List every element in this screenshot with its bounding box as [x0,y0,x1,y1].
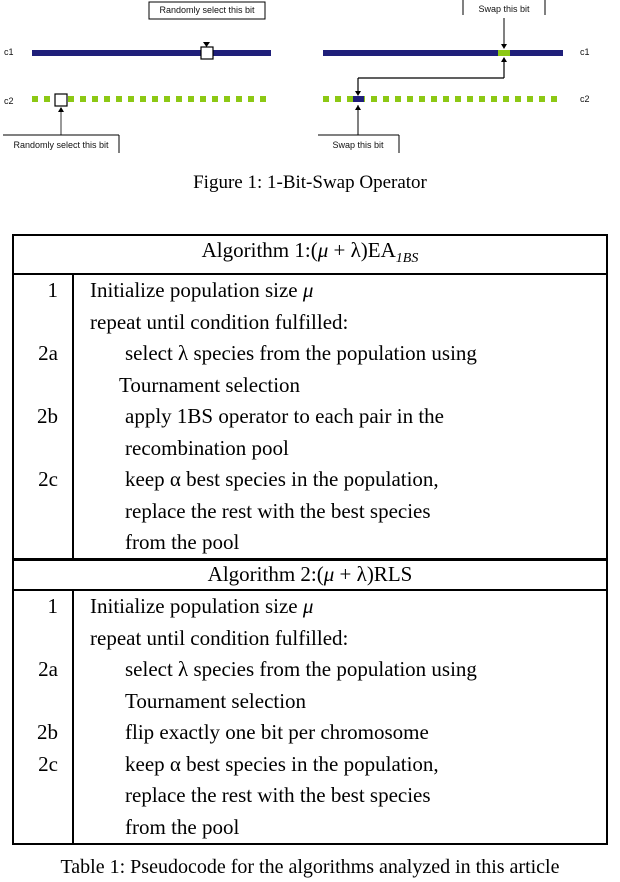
step-number: 2a [14,654,74,686]
title-subscript: 1BS [395,251,419,267]
step-text: replace the rest with the best species [125,498,431,523]
step-number: 2b [14,401,74,433]
title-text: Algorithm 2:( [207,562,324,586]
step-text: repeat until condition fulfilled: [90,625,349,650]
table-row [14,496,606,528]
table-row [14,370,606,402]
mu-symbol: μ [302,278,314,303]
step-text: Tournament selection [119,372,301,397]
step-number [14,527,74,559]
step-number: 1 [14,275,74,307]
step-number [14,433,74,465]
step-text: replace the rest with the best species [125,783,431,807]
left-c2-label: c2 [4,96,14,106]
step-text: apply 1BS operator to each pair in the [125,404,444,429]
figure-1-bit-swap [0,0,620,160]
table-row [14,623,606,655]
step-number [14,496,74,528]
step-text: select λ species from the population using [125,341,477,366]
table-caption: Table 1: Pseudocode for the algorithms analyzed in this article [60,856,560,878]
step-text: keep α best species in the population, [125,751,439,776]
table-row [14,433,606,465]
step-number [14,623,74,655]
bit-swap-diagram [0,0,620,160]
table-row [14,686,606,718]
mu-symbol: μ [317,238,329,262]
plus: + [328,238,351,262]
algorithm-1-title [14,236,606,275]
step-number [14,780,74,812]
figure-caption: Figure 1: 1-Bit-Swap Operator [193,172,427,193]
title-suffix: )EA [360,238,396,262]
step-text: from the pool [125,530,240,555]
algorithm-1-rows [14,275,606,559]
step-number: 2a [14,338,74,370]
title-suffix: )RLS [366,562,413,586]
step-number: 1 [14,591,74,623]
algorithm-1-table [12,234,608,561]
table-row [14,591,606,623]
table-row [14,780,606,812]
mu-symbol: μ [302,594,314,618]
step-text: keep α best species in the population, [125,467,439,492]
step-number [14,307,74,339]
step-text: flip exactly one bit per chromosome [125,720,429,744]
step-text: Tournament selection [125,688,307,713]
right-c1-label: c1 [580,47,590,57]
table-row [14,401,606,433]
plus: + [334,562,357,586]
table-row [14,338,606,370]
algorithm-2-title [14,560,606,591]
left-top-callout: Randomly select this bit [152,5,262,15]
step-number [14,370,74,402]
lambda-symbol: λ [350,238,361,262]
table-row [14,464,606,496]
step-number: 2c [14,749,74,781]
right-top-callout: Swap this bit [466,4,542,14]
step-number: 2b [14,717,74,749]
step-text: Initialize population size [90,278,303,303]
right-bottom-callout: Swap this bit [320,140,396,150]
table-row [14,717,606,749]
table-row [14,654,606,686]
table-row [14,812,606,844]
step-text: Initialize population size [90,594,303,618]
algorithm-2-rows [14,591,606,843]
left-bottom-callout: Randomly select this bit [6,140,116,150]
table-row [14,275,606,307]
step-text: select λ species from the population using [125,657,477,681]
step-text: repeat until condition fulfilled: [90,309,349,334]
left-c1-label: c1 [4,47,14,57]
table-row [14,527,606,559]
step-number [14,812,74,844]
step-text: recombination pool [125,435,289,460]
step-number: 2c [14,464,74,496]
title-text: Algorithm 1:( [201,238,318,262]
algorithm-2-table [12,558,608,845]
step-number [14,686,74,718]
table-row [14,749,606,781]
step-text: from the pool [125,814,240,839]
table-row [14,307,606,339]
mu-symbol: μ [323,562,335,586]
lambda-symbol: λ [356,562,367,586]
right-c2-label: c2 [580,94,590,104]
